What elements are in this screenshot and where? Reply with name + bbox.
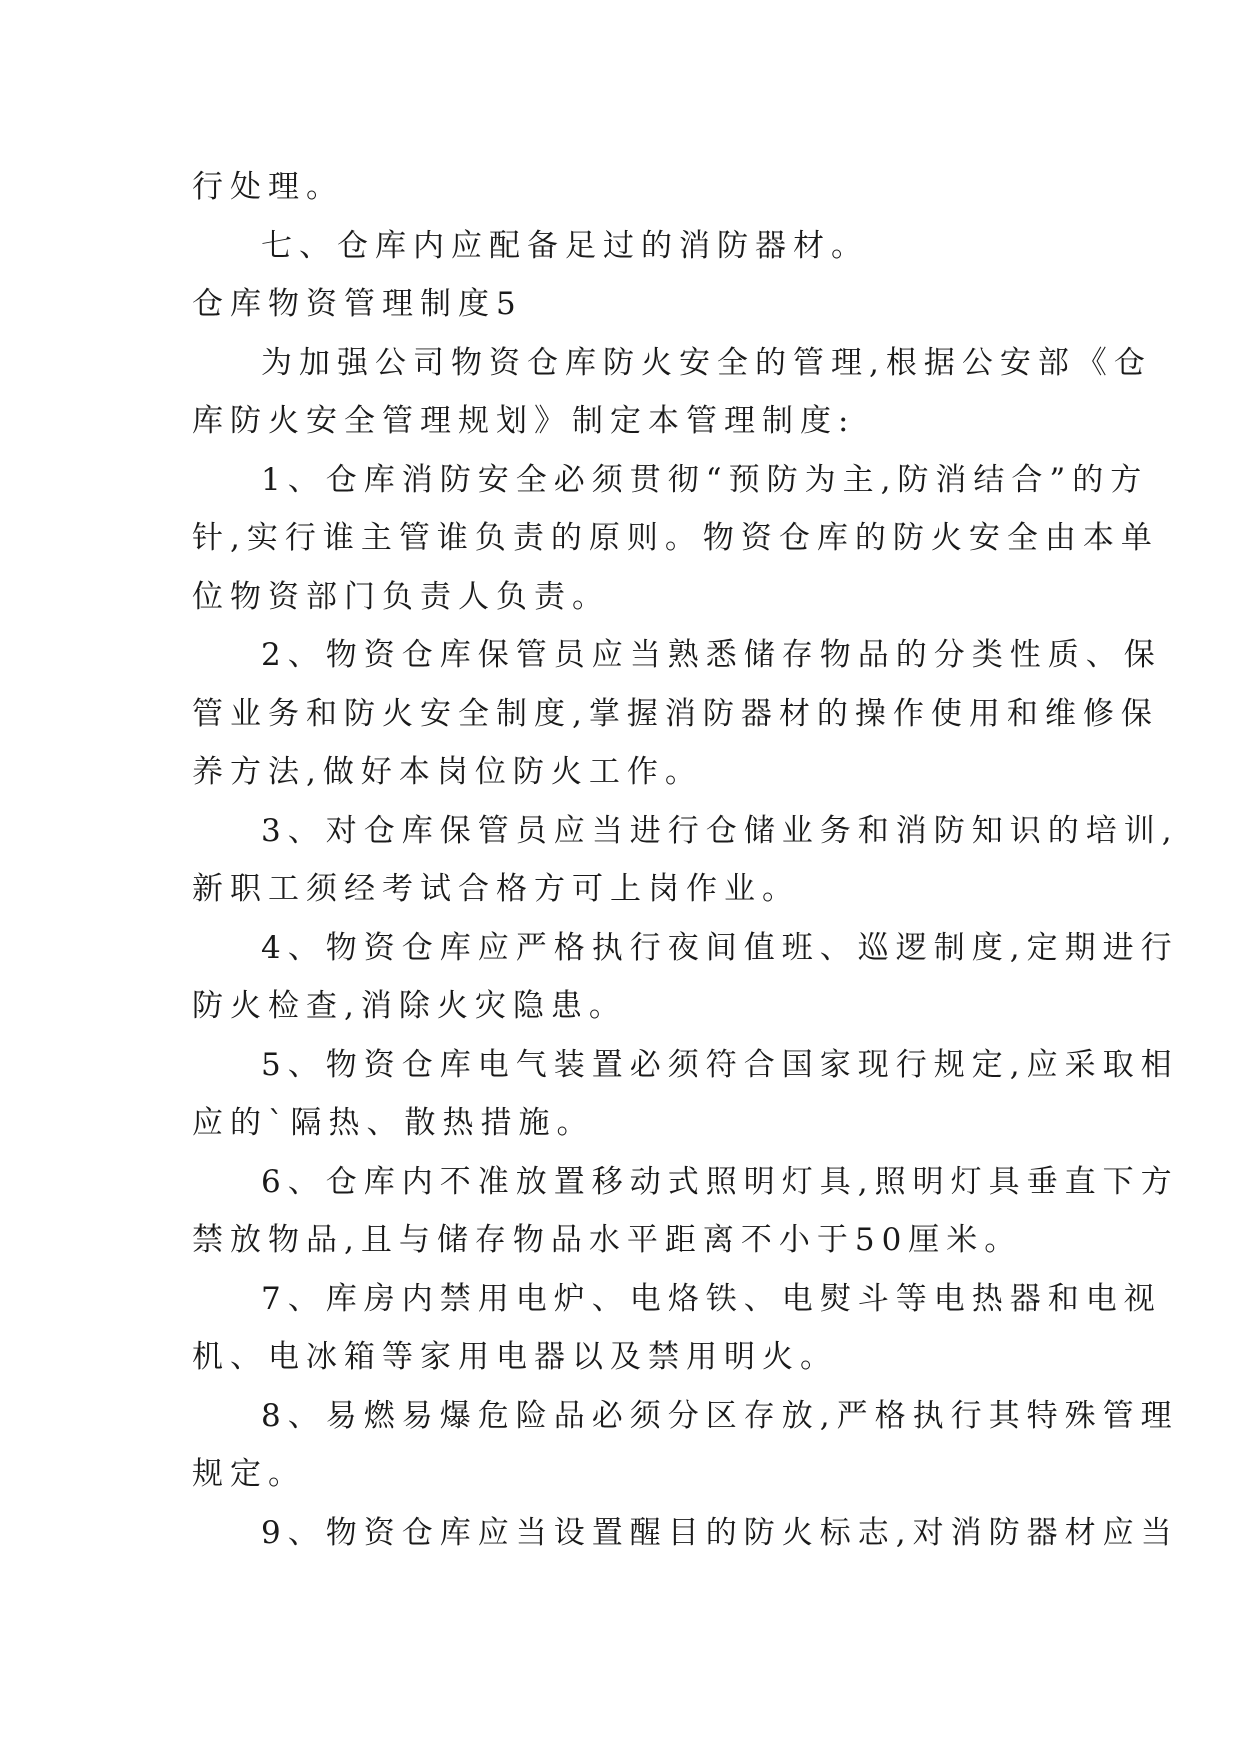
paragraph-line: 7、库房内禁用电炉、电烙铁、电熨斗等电热器和电视 (261, 1280, 1162, 1317)
paragraph-line: 防火检查,消除火灾隐患。 (192, 988, 627, 1024)
paragraph-line: 8、易燃易爆危险品必须分区存放,严格执行其特殊管理 (261, 1397, 1179, 1434)
paragraph-line: 3、对仓库保管员应当进行仓储业务和消防知识的培训, (261, 812, 1179, 849)
paragraph-line: 应的`隔热、散热措施。 (192, 1105, 595, 1141)
paragraph-line: 2、物资仓库保管员应当熟悉储存物品的分类性质、保 (261, 637, 1162, 673)
paragraph-line: 机、电冰箱等家用电器以及禁用明火。 (192, 1339, 838, 1375)
paragraph-line: 规定。 (192, 1456, 306, 1492)
paragraph-line: 养方法,做好本岗位防火工作。 (192, 754, 703, 790)
paragraph-line: 5、物资仓库电气装置必须符合国家现行规定,应采取相 (261, 1046, 1179, 1083)
paragraph-line: 9、物资仓库应当设置醒目的防火标志,对消防器材应当 (261, 1514, 1179, 1551)
paragraph-line: 库防火安全管理规划》制定本管理制度: (192, 403, 856, 439)
paragraph-line: 仓库物资管理制度5 (192, 286, 523, 322)
paragraph-line: 6、仓库内不准放置移动式照明灯具,照明灯具垂直下方 (261, 1163, 1179, 1200)
paragraph-line: 1、仓库消防安全必须贯彻“预防为主,防消结合”的方 (261, 461, 1149, 498)
paragraph-line: 位物资部门负责人负责。 (192, 578, 610, 615)
paragraph-line: 禁放物品,且与储存物品水平距离不小于50厘米。 (192, 1222, 1023, 1258)
paragraph-line: 为加强公司物资仓库防火安全的管理,根据公安部《仓 (261, 344, 1152, 381)
paragraph-line: 管业务和防火安全制度,掌握消防器材的操作使用和维修保 (192, 695, 1159, 732)
paragraph-line: 4、物资仓库应严格执行夜间值班、巡逻制度,定期进行 (261, 929, 1179, 966)
paragraph-line: 新职工须经考试合格方可上岗作业。 (192, 871, 800, 907)
paragraph-line: 七、仓库内应配备足过的消防器材。 (261, 227, 869, 264)
paragraph-line: 行处理。 (192, 169, 344, 205)
paragraph-line: 针,实行谁主管谁负责的原则。物资仓库的防火安全由本单 (192, 520, 1159, 556)
document-body (192, 158, 1179, 1562)
